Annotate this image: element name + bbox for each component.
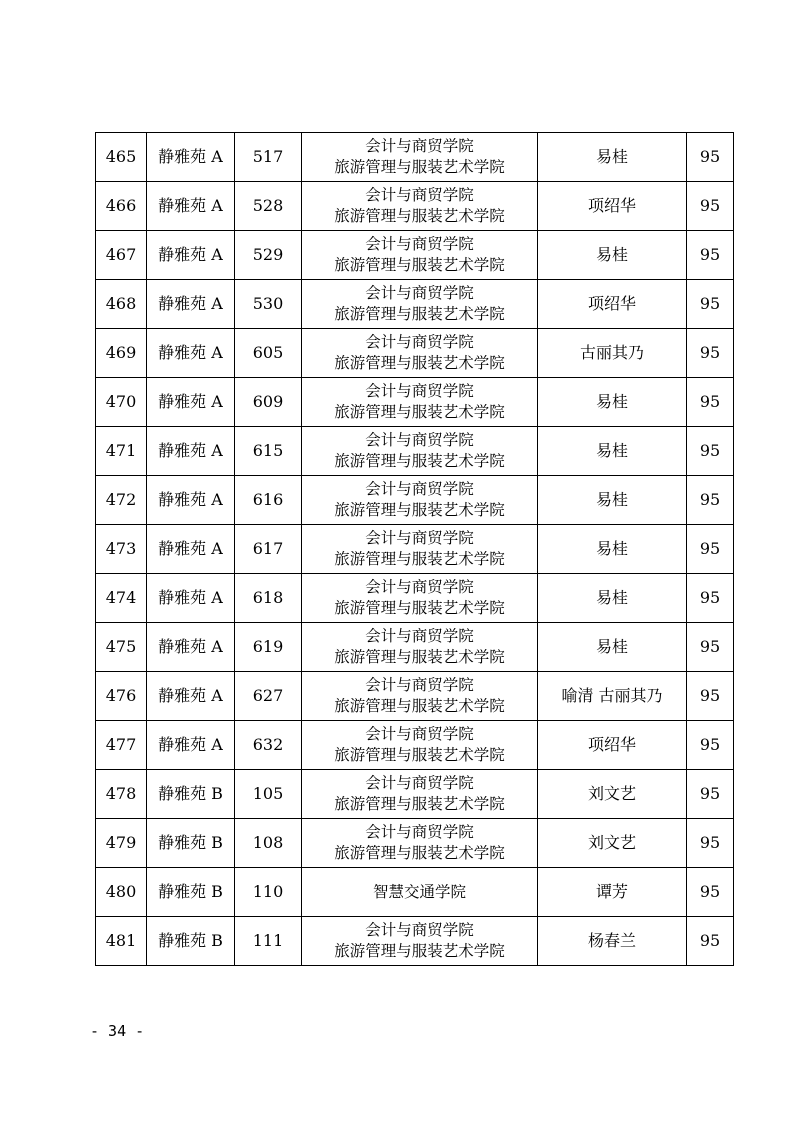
college-name: 旅游管理与服装艺术学院 xyxy=(334,795,505,813)
counselor-cell: 易桂 xyxy=(538,476,687,525)
college-cell xyxy=(302,182,538,231)
counselor-cell: 项绍华 xyxy=(538,182,687,231)
row-number-cell: 471 xyxy=(96,427,147,476)
table-row xyxy=(96,672,734,721)
building-cell: 静雅苑 A xyxy=(147,623,235,672)
counselor-cell: 古丽其乃 xyxy=(538,329,687,378)
college-name: 旅游管理与服装艺术学院 xyxy=(334,501,505,519)
building-cell: 静雅苑 A xyxy=(147,427,235,476)
counselor-cell: 易桂 xyxy=(538,231,687,280)
college-name: 会计与商贸学院 xyxy=(365,284,474,302)
counselor-cell: 易桂 xyxy=(538,378,687,427)
building-cell: 静雅苑 A xyxy=(147,182,235,231)
college-name: 旅游管理与服装艺术学院 xyxy=(334,746,505,764)
college-name: 会计与商贸学院 xyxy=(365,137,474,155)
college-name: 会计与商贸学院 xyxy=(365,627,474,645)
score-cell: 95 xyxy=(687,182,734,231)
table-row xyxy=(96,231,734,280)
college-name: 旅游管理与服装艺术学院 xyxy=(334,452,505,470)
college-cell xyxy=(302,280,538,329)
score-cell: 95 xyxy=(687,280,734,329)
room-cell: 619 xyxy=(235,623,302,672)
room-cell: 110 xyxy=(235,868,302,917)
row-number-cell: 477 xyxy=(96,721,147,770)
row-number-cell: 473 xyxy=(96,525,147,574)
score-cell: 95 xyxy=(687,231,734,280)
room-cell: 529 xyxy=(235,231,302,280)
score-cell: 95 xyxy=(687,819,734,868)
room-cell: 111 xyxy=(235,917,302,966)
row-number-cell: 469 xyxy=(96,329,147,378)
score-cell: 95 xyxy=(687,868,734,917)
table-row xyxy=(96,623,734,672)
college-name: 旅游管理与服装艺术学院 xyxy=(334,207,505,225)
score-cell: 95 xyxy=(687,378,734,427)
counselor-cell: 易桂 xyxy=(538,427,687,476)
college-name: 会计与商贸学院 xyxy=(365,333,474,351)
building-cell: 静雅苑 A xyxy=(147,574,235,623)
college-cell xyxy=(302,378,538,427)
college-name: 旅游管理与服装艺术学院 xyxy=(334,305,505,323)
table-row xyxy=(96,770,734,819)
college-name: 会计与商贸学院 xyxy=(365,431,474,449)
dormitory-score-table xyxy=(95,132,734,966)
table-body xyxy=(96,133,734,966)
room-cell: 615 xyxy=(235,427,302,476)
row-number-cell: 466 xyxy=(96,182,147,231)
college-name: 旅游管理与服装艺术学院 xyxy=(334,256,505,274)
counselor-cell: 易桂 xyxy=(538,525,687,574)
row-number-cell: 470 xyxy=(96,378,147,427)
row-number-cell: 479 xyxy=(96,819,147,868)
room-cell: 632 xyxy=(235,721,302,770)
table-row xyxy=(96,917,734,966)
score-cell: 95 xyxy=(687,574,734,623)
table-row xyxy=(96,280,734,329)
room-cell: 105 xyxy=(235,770,302,819)
counselor-cell: 易桂 xyxy=(538,133,687,182)
counselor-cell: 刘文艺 xyxy=(538,770,687,819)
room-cell: 528 xyxy=(235,182,302,231)
table-row xyxy=(96,329,734,378)
table-row xyxy=(96,868,734,917)
counselor-cell: 项绍华 xyxy=(538,721,687,770)
counselor-cell: 项绍华 xyxy=(538,280,687,329)
college-name: 旅游管理与服装艺术学院 xyxy=(334,550,505,568)
row-number-cell: 467 xyxy=(96,231,147,280)
counselor-cell: 易桂 xyxy=(538,623,687,672)
table-row xyxy=(96,476,734,525)
table-row xyxy=(96,819,734,868)
counselor-cell: 喻清 古丽其乃 xyxy=(538,672,687,721)
score-cell: 95 xyxy=(687,672,734,721)
room-cell: 605 xyxy=(235,329,302,378)
table-row xyxy=(96,574,734,623)
college-cell xyxy=(302,525,538,574)
college-name: 旅游管理与服装艺术学院 xyxy=(334,648,505,666)
college-name: 旅游管理与服装艺术学院 xyxy=(334,844,505,862)
building-cell: 静雅苑 B xyxy=(147,917,235,966)
college-name: 会计与商贸学院 xyxy=(365,480,474,498)
room-cell: 530 xyxy=(235,280,302,329)
building-cell: 静雅苑 A xyxy=(147,672,235,721)
college-cell xyxy=(302,133,538,182)
room-cell: 618 xyxy=(235,574,302,623)
building-cell: 静雅苑 B xyxy=(147,868,235,917)
row-number-cell: 474 xyxy=(96,574,147,623)
row-number-cell: 475 xyxy=(96,623,147,672)
table-row xyxy=(96,378,734,427)
building-cell: 静雅苑 B xyxy=(147,819,235,868)
college-cell xyxy=(302,623,538,672)
counselor-cell: 易桂 xyxy=(538,574,687,623)
row-number-cell: 478 xyxy=(96,770,147,819)
row-number-cell: 468 xyxy=(96,280,147,329)
counselor-cell: 刘文艺 xyxy=(538,819,687,868)
table-row xyxy=(96,721,734,770)
page-number: - 34 - xyxy=(90,1022,145,1040)
score-cell: 95 xyxy=(687,525,734,574)
building-cell: 静雅苑 A xyxy=(147,525,235,574)
college-name: 旅游管理与服装艺术学院 xyxy=(334,599,505,617)
score-cell: 95 xyxy=(687,917,734,966)
counselor-cell: 谭芳 xyxy=(538,868,687,917)
college-cell xyxy=(302,721,538,770)
college-name: 智慧交通学院 xyxy=(372,882,466,901)
row-number-cell: 465 xyxy=(96,133,147,182)
room-cell: 627 xyxy=(235,672,302,721)
room-cell: 108 xyxy=(235,819,302,868)
college-name: 会计与商贸学院 xyxy=(365,676,474,694)
college-cell xyxy=(302,231,538,280)
college-name: 旅游管理与服装艺术学院 xyxy=(334,697,505,715)
college-cell xyxy=(302,917,538,966)
college-name: 会计与商贸学院 xyxy=(365,578,474,596)
building-cell: 静雅苑 A xyxy=(147,133,235,182)
college-name: 会计与商贸学院 xyxy=(365,529,474,547)
college-cell xyxy=(302,868,538,917)
counselor-cell: 杨春兰 xyxy=(538,917,687,966)
building-cell: 静雅苑 A xyxy=(147,378,235,427)
row-number-cell: 481 xyxy=(96,917,147,966)
score-cell: 95 xyxy=(687,770,734,819)
room-cell: 609 xyxy=(235,378,302,427)
row-number-cell: 476 xyxy=(96,672,147,721)
college-name: 旅游管理与服装艺术学院 xyxy=(334,403,505,421)
building-cell: 静雅苑 A xyxy=(147,329,235,378)
college-name: 会计与商贸学院 xyxy=(365,382,474,400)
college-name: 会计与商贸学院 xyxy=(365,774,474,792)
college-name: 旅游管理与服装艺术学院 xyxy=(334,942,505,960)
college-cell xyxy=(302,819,538,868)
building-cell: 静雅苑 A xyxy=(147,476,235,525)
score-cell: 95 xyxy=(687,427,734,476)
college-cell xyxy=(302,672,538,721)
table-row xyxy=(96,427,734,476)
building-cell: 静雅苑 A xyxy=(147,231,235,280)
score-cell: 95 xyxy=(687,133,734,182)
building-cell: 静雅苑 B xyxy=(147,770,235,819)
college-name: 会计与商贸学院 xyxy=(365,725,474,743)
college-cell xyxy=(302,770,538,819)
score-cell: 95 xyxy=(687,721,734,770)
room-cell: 616 xyxy=(235,476,302,525)
table-row xyxy=(96,525,734,574)
row-number-cell: 480 xyxy=(96,868,147,917)
score-cell: 95 xyxy=(687,623,734,672)
table-row xyxy=(96,182,734,231)
college-name: 会计与商贸学院 xyxy=(365,186,474,204)
building-cell: 静雅苑 A xyxy=(147,721,235,770)
college-cell xyxy=(302,476,538,525)
row-number-cell: 472 xyxy=(96,476,147,525)
score-cell: 95 xyxy=(687,476,734,525)
score-cell: 95 xyxy=(687,329,734,378)
college-cell xyxy=(302,329,538,378)
room-cell: 617 xyxy=(235,525,302,574)
college-cell xyxy=(302,427,538,476)
college-name: 旅游管理与服装艺术学院 xyxy=(334,354,505,372)
table-row xyxy=(96,133,734,182)
college-name: 会计与商贸学院 xyxy=(365,823,474,841)
college-name: 会计与商贸学院 xyxy=(365,921,474,939)
building-cell: 静雅苑 A xyxy=(147,280,235,329)
college-cell xyxy=(302,574,538,623)
room-cell: 517 xyxy=(235,133,302,182)
college-name: 旅游管理与服装艺术学院 xyxy=(334,158,505,176)
college-name: 会计与商贸学院 xyxy=(365,235,474,253)
